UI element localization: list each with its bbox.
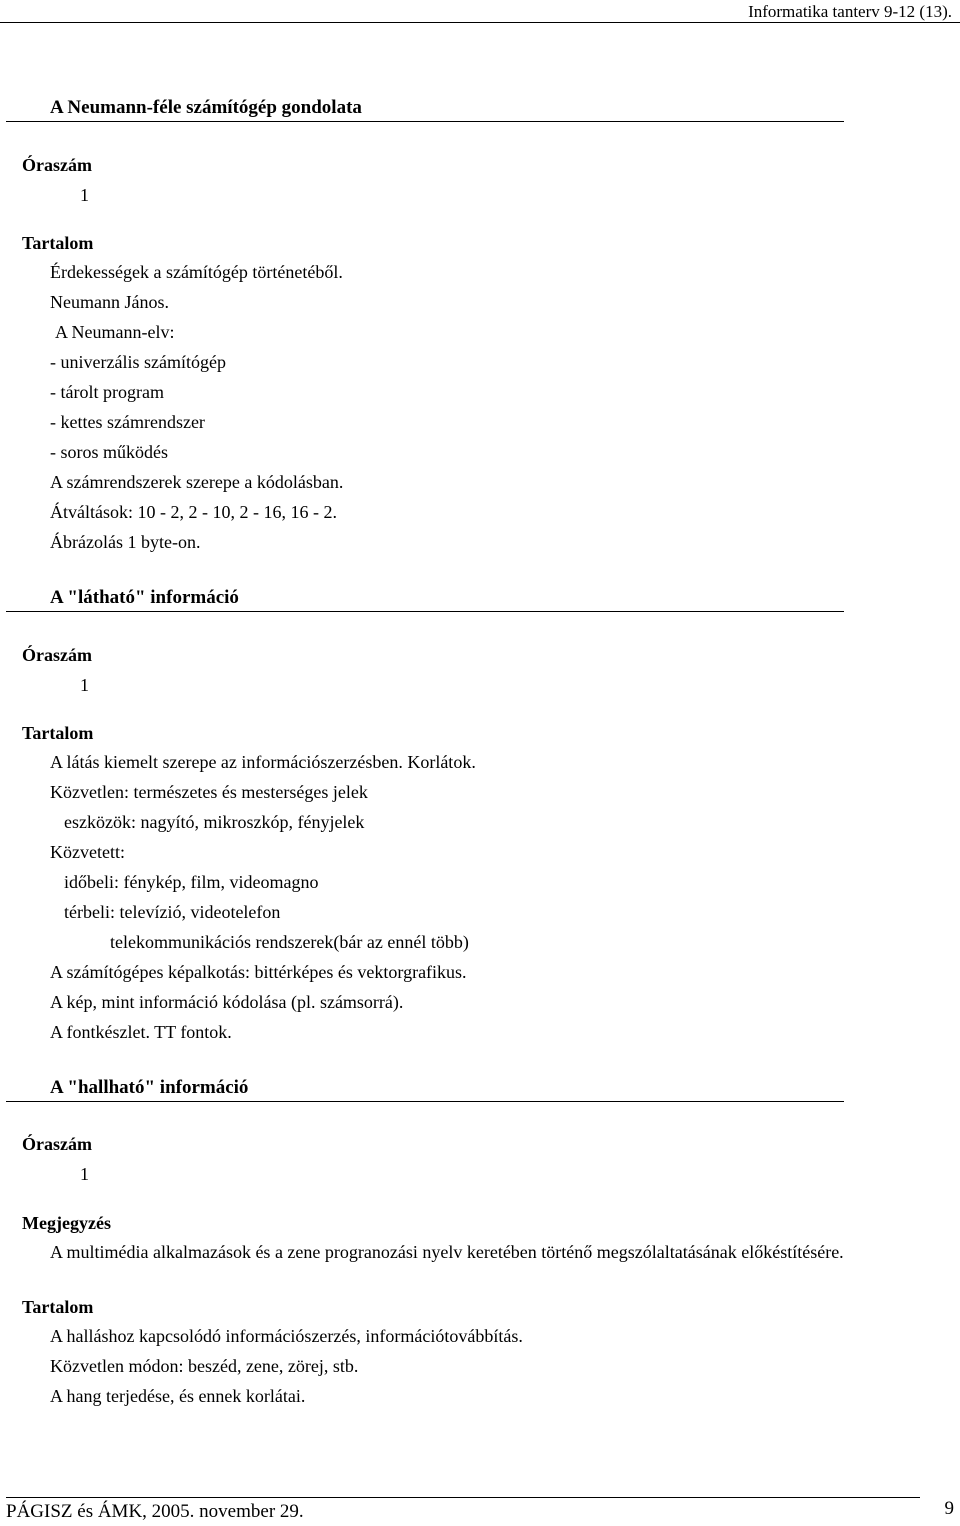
footer-rule <box>6 1497 920 1498</box>
content-line: A hang terjedése, és ennek korlátai. <box>50 1386 306 1406</box>
page-number: 9 <box>944 1498 954 1519</box>
running-header: Informatika tanterv 9-12 (13). <box>748 2 952 21</box>
content-line: - univerzális számítógép <box>50 352 226 372</box>
content-line: Közvetlen: természetes és mesterséges jelek <box>50 782 368 802</box>
footer-text: PÁGISZ és ÁMK, 2005. november 29. <box>6 1501 304 1522</box>
content-line: Közvetlen módon: beszéd, zene, zörej, stb. <box>50 1356 359 1376</box>
section-title-neumann: A Neumann-féle számítógép gondolata <box>50 97 362 118</box>
content-line: A látás kiemelt szerepe az információszerzésben. Korlátok. <box>50 752 476 772</box>
oraszam-label: Óraszám <box>22 155 92 175</box>
tartalom-label: Tartalom <box>22 723 94 743</box>
megjegyzes-label: Megjegyzés <box>22 1213 111 1233</box>
tartalom-label: Tartalom <box>22 233 94 253</box>
content-line: térbeli: televízió, videotelefon <box>64 902 281 922</box>
content-line: telekommunikációs rendszerek(bár az ennél több) <box>110 932 469 952</box>
content-line: Közvetett: <box>50 842 125 862</box>
content-line: Neumann János. <box>50 292 169 312</box>
oraszam-label: Óraszám <box>22 645 92 665</box>
content-line: A halláshoz kapcsolódó információszerzés, információtovábbítás. <box>50 1326 523 1346</box>
header-rule <box>0 22 960 23</box>
content-line: A számrendszerek szerepe a kódolásban. <box>50 472 344 492</box>
content-line: A számítógépes képalkotás: bittérképes és vektorgrafikus. <box>50 962 467 982</box>
content-line: A fontkészlet. TT fontok. <box>50 1022 232 1042</box>
content-line: Ábrázolás 1 byte-on. <box>50 532 201 552</box>
oraszam-value: 1 <box>80 675 89 695</box>
section-title-lathato: A "látható" információ <box>50 587 239 608</box>
oraszam-value: 1 <box>80 1164 89 1184</box>
content-line: Érdekességek a számítógép történetéből. <box>50 262 343 282</box>
content-line: Átváltások: 10 - 2, 2 - 10, 2 - 16, 16 - 2. <box>50 502 337 522</box>
megjegyzes-text: A multimédia alkalmazások és a zene progranozási nyelv keretében történő megszólaltatásának előkéstítésére. <box>50 1242 844 1262</box>
content-line: A Neumann-elv: <box>55 322 175 342</box>
section-rule <box>6 611 844 612</box>
tartalom-label: Tartalom <box>22 1297 94 1317</box>
content-line: - kettes számrendszer <box>50 412 205 432</box>
content-line: időbeli: fénykép, film, videomagno <box>64 872 319 892</box>
content-line: - soros működés <box>50 442 168 462</box>
oraszam-value: 1 <box>80 185 89 205</box>
section-rule <box>6 121 844 122</box>
section-rule <box>6 1101 844 1102</box>
oraszam-label: Óraszám <box>22 1134 92 1154</box>
content-line: eszközök: nagyító, mikroszkóp, fényjelek <box>64 812 365 832</box>
section-title-hallhato: A "hallható" információ <box>50 1077 249 1098</box>
content-line: A kép, mint információ kódolása (pl. számsorrá). <box>50 992 404 1012</box>
content-line: - tárolt program <box>50 382 164 402</box>
